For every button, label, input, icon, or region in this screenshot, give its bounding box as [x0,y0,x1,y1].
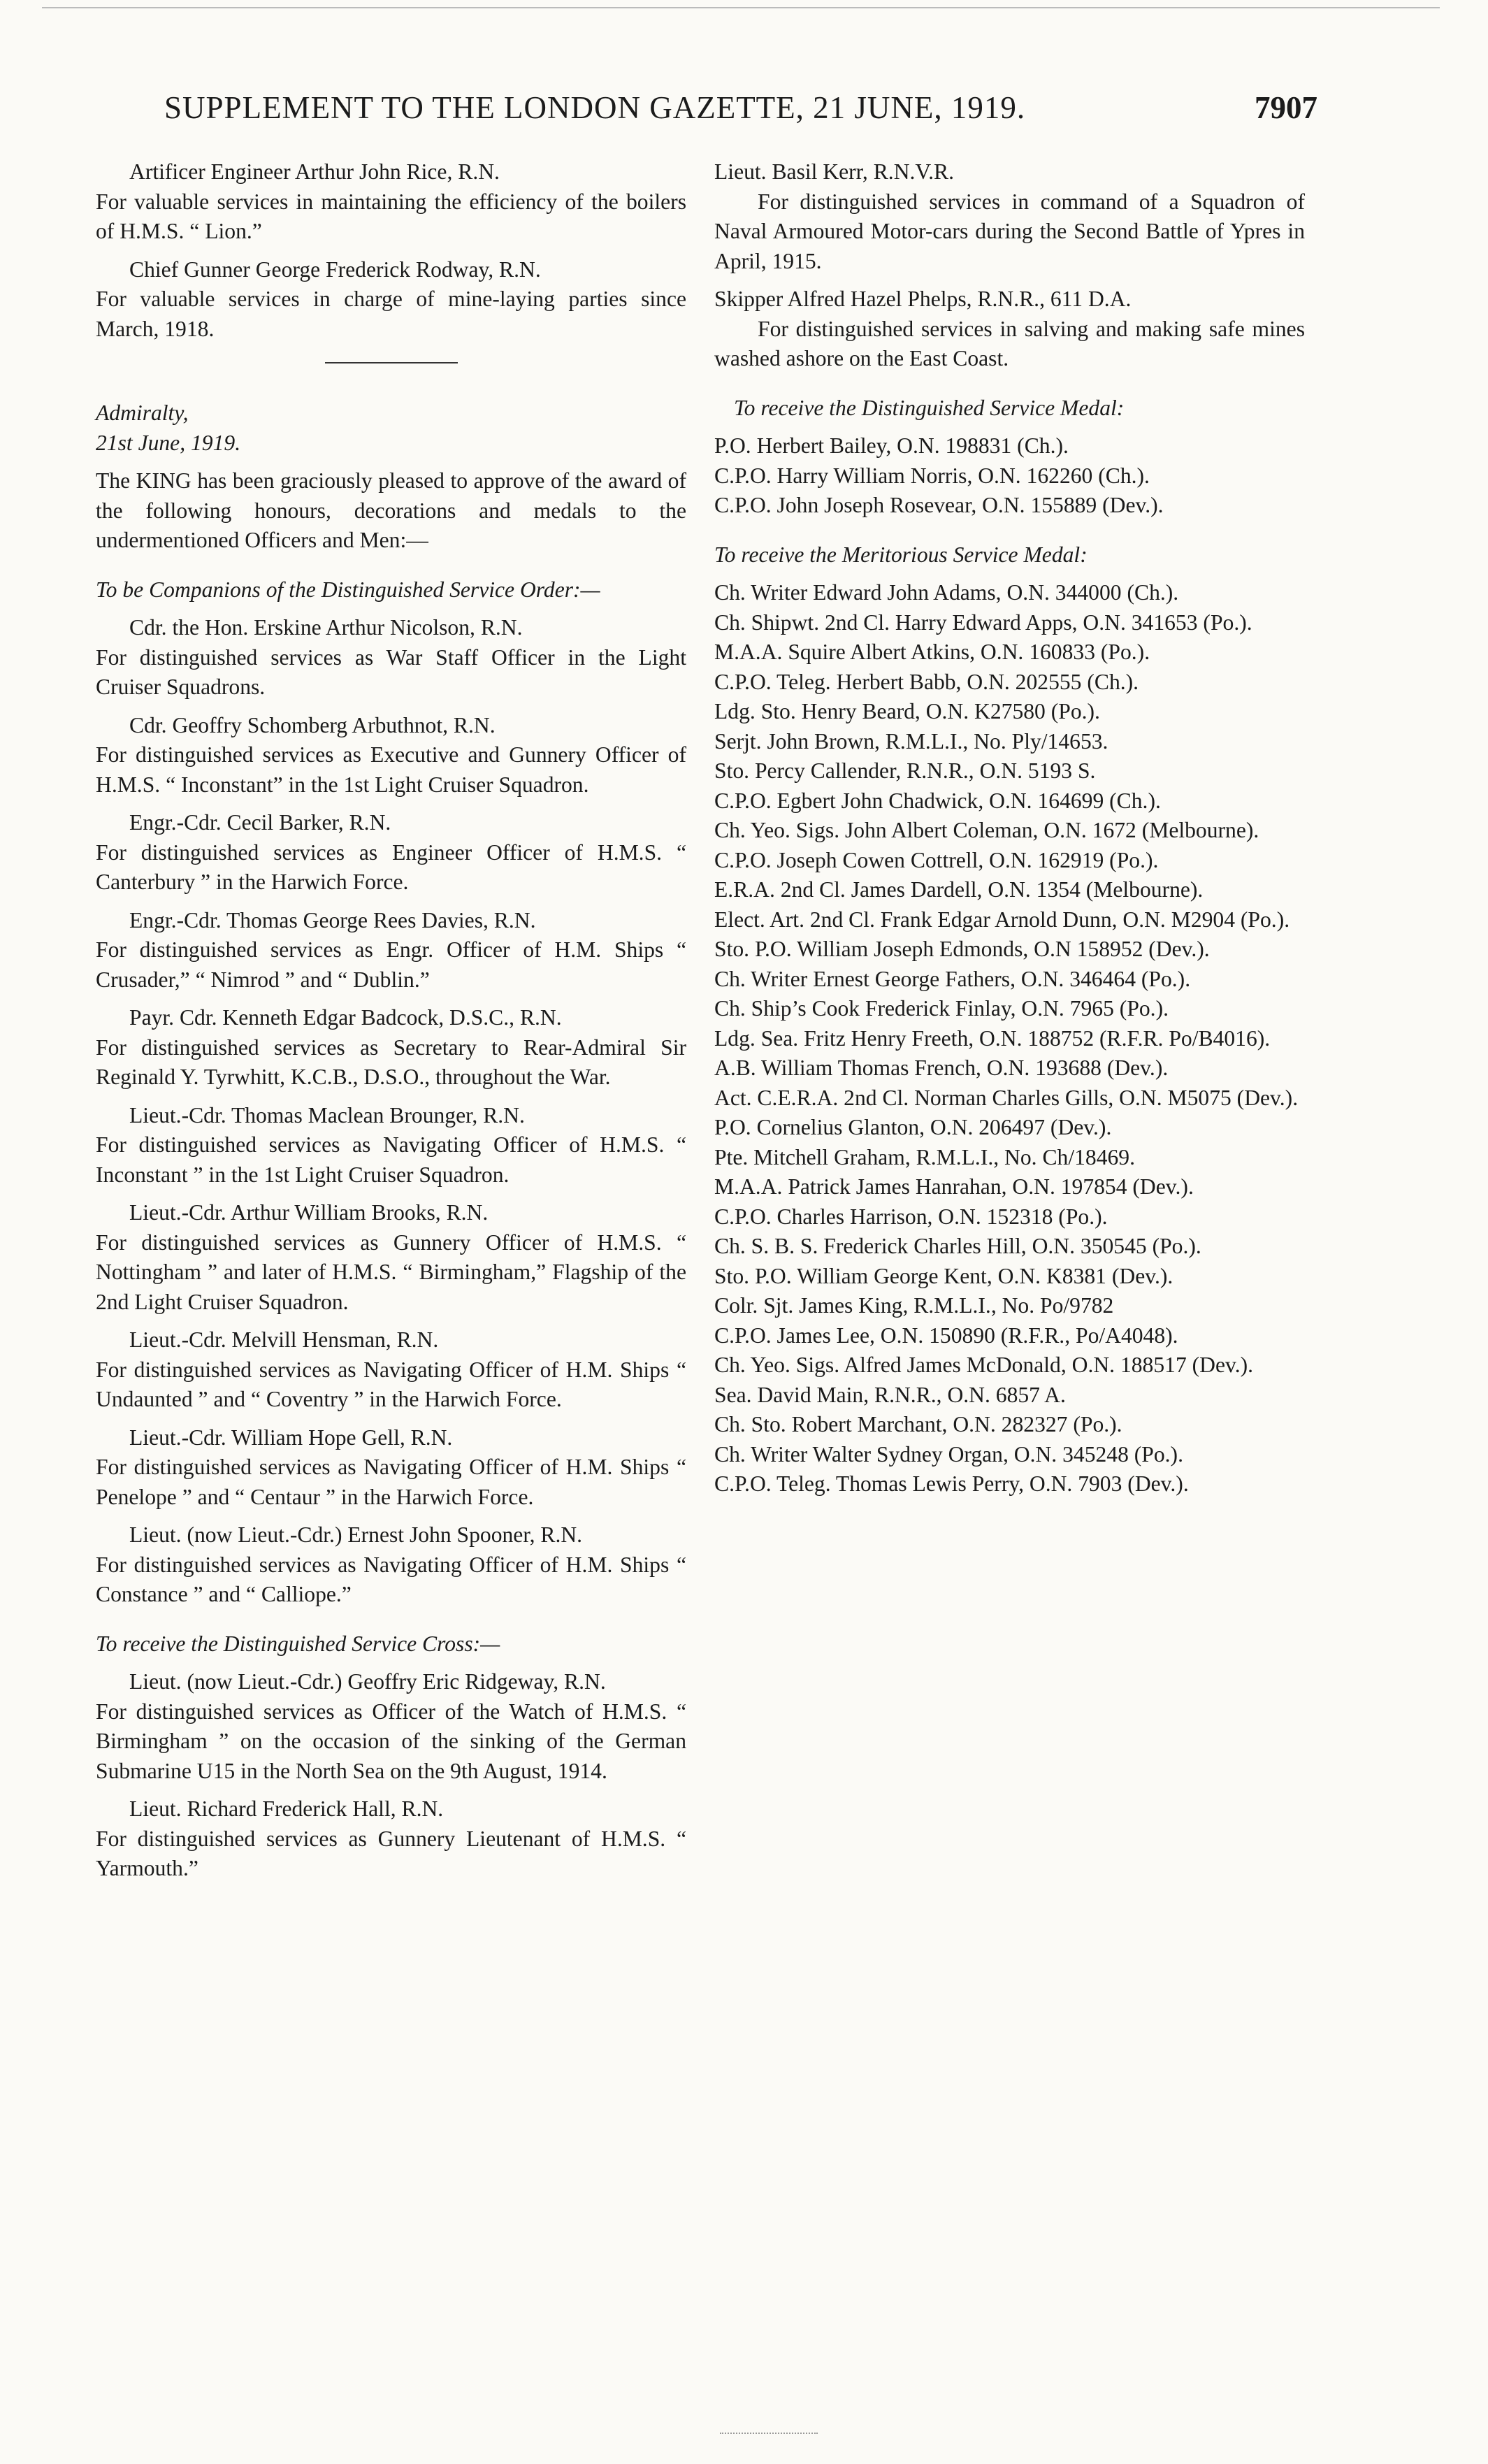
medal-entry: C.P.O. Charles Harrison, O.N. 152318 (Po.). [714,1204,1108,1229]
award-name: Lieut. (now Lieut.-Cdr.) Ernest John Spooner, R.N. [129,1522,583,1547]
medal-entry: Ch. Yeo. Sigs. John Albert Coleman, O.N. 1672 (Melbourne). [714,818,1259,842]
medal-entry: C.P.O. Egbert John Chadwick, O.N. 164699 (Ch.). [714,788,1161,813]
dso-entry [96,808,686,898]
dsc-entry [96,1794,686,1884]
award-name: Lieut. Basil Kerr, R.N.V.R. [714,159,955,184]
dsm-list [714,431,1305,521]
award-name: Chief Gunner George Frederick Rodway, R.N. [129,257,541,282]
dsc-entry [714,157,1305,276]
footer-mark [720,2433,818,2434]
medal-entry: C.P.O. John Joseph Rosevear, O.N. 155889 (Dev.). [714,493,1164,517]
page-number: 7907 [1255,90,1317,125]
medal-entry: M.A.A. Squire Albert Atkins, O.N. 160833 (Po.). [714,640,1150,664]
dso-entry [96,711,686,800]
award-citation: For distinguished services as Gunnery Lieutenant of H.M.S. “ Yarmouth.” [96,1826,686,1880]
award-name: Lieut.-Cdr. Melvill Hensman, R.N. [129,1327,439,1352]
admiralty-date: 21st June, 1919. [96,430,241,455]
award-name: Skipper Alfred Hazel Phelps, R.N.R., 611 D.A. [714,287,1132,311]
medal-entry: E.R.A. 2nd Cl. James Dardell, O.N. 1354 (Melbourne). [714,877,1204,902]
award-citation: For distinguished services as Executive and Gunnery Officer of H.M.S. “ Inconstant” in the 1st Light Cruiser Squadron. [96,742,686,797]
medal-entry: Ch. Writer Edward John Adams, O.N. 344000 (Ch.). [714,580,1179,605]
dsc-entry [96,1667,686,1786]
medal-entry: Ldg. Sea. Fritz Henry Freeth, O.N. 188752 (R.F.R. Po/B4016). [714,1025,1271,1051]
award-citation: For valuable services in maintaining the efficiency of the boilers of H.M.S. “ Lion.” [96,189,686,243]
medal-entry: Serjt. John Brown, R.M.L.I., No. Ply/14653. [714,728,1108,754]
award-citation: For distinguished services as Officer of the Watch of H.M.S. “ Birmingham ” on the occasion of the sinking of the German Submarine U15 in the North Sea on the 9th August, 1914. [96,1699,686,1783]
section-divider [325,362,458,363]
medal-entry: A.B. William Thomas French, O.N. 193688 (Dev.). [714,1056,1169,1080]
medal-entry: Ch. Ship’s Cook Frederick Finlay, O.N. 7965 (Po.). [714,996,1169,1021]
admiralty-heading: Admiralty, [96,401,189,425]
medal-entry: Sto. P.O. William Joseph Edmonds, O.N 158952 (Dev.). [714,937,1210,961]
dso-entry [96,1198,686,1317]
admiralty-intro: The KING has been graciously pleased to approve of the award of the following honours, decorations and medals to the undermentioned Officers and Men:— [96,468,686,552]
medal-entry: Ch. Writer Ernest George Fathers, O.N. 346464 (Po.). [714,966,1191,991]
top-rule [42,7,1440,8]
medal-entry: Ch. Yeo. Sigs. Alfred James McDonald, O.N. 188517 (Dev.). [714,1353,1254,1377]
medal-entry: Sto. P.O. William George Kent, O.N. K8381 (Dev.). [714,1263,1173,1288]
page-header [164,89,1317,138]
msm-heading: To receive the Meritorious Service Medal: [714,542,1088,567]
dso-entry [96,1423,686,1513]
medal-entry: M.A.A. Patrick James Hanrahan, O.N. 197854 (Dev.). [714,1174,1194,1199]
dso-entry [96,1520,686,1610]
gazette-title: SUPPLEMENT TO THE LONDON GAZETTE, 21 JUNE, 1919. [164,90,1026,125]
dsc-heading: To receive the Distinguished Service Cross:— [96,1631,500,1656]
medal-entry: Elect. Art. 2nd Cl. Frank Edgar Arnold Dunn, O.N. M2904 (Po.). [714,907,1290,932]
dso-entry [96,613,686,703]
award-citation: For distinguished services in command of a Squadron of Naval Armoured Motor-cars during the Second Battle of Ypres in April, 1915. [714,189,1305,273]
award-name: Lieut. (now Lieut.-Cdr.) Geoffry Eric Ridgeway, R.N. [129,1669,606,1694]
dso-entry [96,1101,686,1190]
medal-entry: Ch. Shipwt. 2nd Cl. Harry Edward Apps, O.N. 341653 (Po.). [714,610,1252,635]
award-citation: For distinguished services as Secretary to Rear-Admiral Sir Reginald Y. Tyrwhitt, K.C.B., D.S.O., throughout the War. [96,1035,686,1089]
award-name: Lieut.-Cdr. William Hope Gell, R.N. [129,1425,453,1450]
award-citation: For distinguished services as Navigating Officer of H.M. Ships “ Penelope ” and “ Centaur ” in the Harwich Force. [96,1455,686,1509]
award-name: Lieut. Richard Frederick Hall, R.N. [129,1796,444,1821]
dso-entry [96,906,686,995]
medal-entry: Ldg. Sto. Henry Beard, O.N. K27580 (Po.). [714,699,1100,723]
award-name: Artificer Engineer Arthur John Rice, R.N. [129,159,500,184]
medal-entry: Colr. Sjt. James King, R.M.L.I., No. Po/9782 [714,1293,1114,1318]
dso-heading: To be Companions of the Distinguished Service Order:— [96,577,600,602]
award-name: Lieut.-Cdr. Thomas Maclean Brounger, R.N. [129,1102,525,1127]
award-name: Engr.-Cdr. Cecil Barker, R.N. [129,810,391,835]
award-citation: For distinguished services as Navigating Officer of H.M.S. “ Inconstant ” in the 1st Light Cruiser Squadron. [96,1132,686,1187]
award-citation: For distinguished services as Engr. Officer of H.M. Ships “ Crusader,” “ Nimrod ” and “ Dublin.” [96,937,686,992]
medal-entry: Act. C.E.R.A. 2nd Cl. Norman Charles Gills, O.N. M5075 (Dev.). [714,1085,1299,1110]
msm-list [714,578,1305,1499]
dsc-entry [714,284,1305,374]
right-column [714,157,1305,1499]
medal-entry: Ch. Sto. Robert Marchant, O.N. 282327 (Po.). [714,1412,1122,1436]
medal-entry: C.P.O. James Lee, O.N. 150890 (R.F.R., Po/A4048). [714,1323,1178,1348]
award-citation: For distinguished services as Navigating Officer of H.M. Ships “ Constance ” and “ Calliope.” [96,1552,686,1606]
medal-entry: C.P.O. Joseph Cowen Cottrell, O.N. 162919 (Po.). [714,847,1159,872]
medal-entry: C.P.O. Harry William Norris, O.N. 162260 (Ch.). [714,463,1150,488]
medal-entry: Ch. Writer Walter Sydney Organ, O.N. 345248 (Po.). [714,1441,1183,1467]
medal-entry: C.P.O. Teleg. Herbert Babb, O.N. 202555 (Ch.). [714,669,1139,694]
medal-entry: C.P.O. Teleg. Thomas Lewis Perry, O.N. 7903 (Dev.). [714,1471,1189,1496]
award-name: Payr. Cdr. Kenneth Edgar Badcock, D.S.C., R.N. [129,1005,562,1030]
dsm-heading: To receive the Distinguished Service Medal: [734,395,1125,420]
medal-entry: Sto. Percy Callender, R.N.R., O.N. 5193 S. [714,758,1096,783]
award-citation: For distinguished services as Engineer Officer of H.M.S. “ Canterbury ” in the Harwich Force. [96,840,686,894]
award-name: Cdr. the Hon. Erskine Arthur Nicolson, R.N. [129,615,523,640]
medal-entry: Sea. David Main, R.N.R., O.N. 6857 A. [714,1382,1066,1407]
left-column [96,157,686,1884]
dso-entry [96,1325,686,1415]
award-name: Lieut.-Cdr. Arthur William Brooks, R.N. [129,1200,489,1225]
medal-entry: P.O. Herbert Bailey, O.N. 198831 (Ch.). [714,433,1069,458]
award-name: Cdr. Geoffry Schomberg Arbuthnot, R.N. [129,712,496,737]
award-citation: For distinguished services as War Staff Officer in the Light Cruiser Squadrons. [96,644,686,699]
award-citation: For distinguished services as Navigating Officer of H.M. Ships “ Undaunted ” and “ Coventry ” in the Harwich Force. [96,1357,686,1411]
award-citation: For distinguished services as Gunnery Officer of H.M.S. “ Nottingham ” and later of H.M.S. “ Birmingham,” Flagship of the 2nd Light Cruiser Squadron. [96,1230,686,1314]
award-citation: For distinguished services in salving and making safe mines washed ashore on the East Coast. [714,316,1305,370]
medal-entry: Pte. Mitchell Graham, R.M.L.I., No. Ch/18469. [714,1144,1135,1169]
award-citation: For valuable services in charge of mine-laying parties since March, 1918. [96,287,686,341]
medal-entry: Ch. S. B. S. Frederick Charles Hill, O.N. 350545 (Po.). [714,1234,1201,1258]
medal-entry: P.O. Cornelius Glanton, O.N. 206497 (Dev.). [714,1115,1112,1139]
dso-entry [96,1003,686,1093]
award-name: Engr.-Cdr. Thomas George Rees Davies, R.N. [129,907,536,932]
